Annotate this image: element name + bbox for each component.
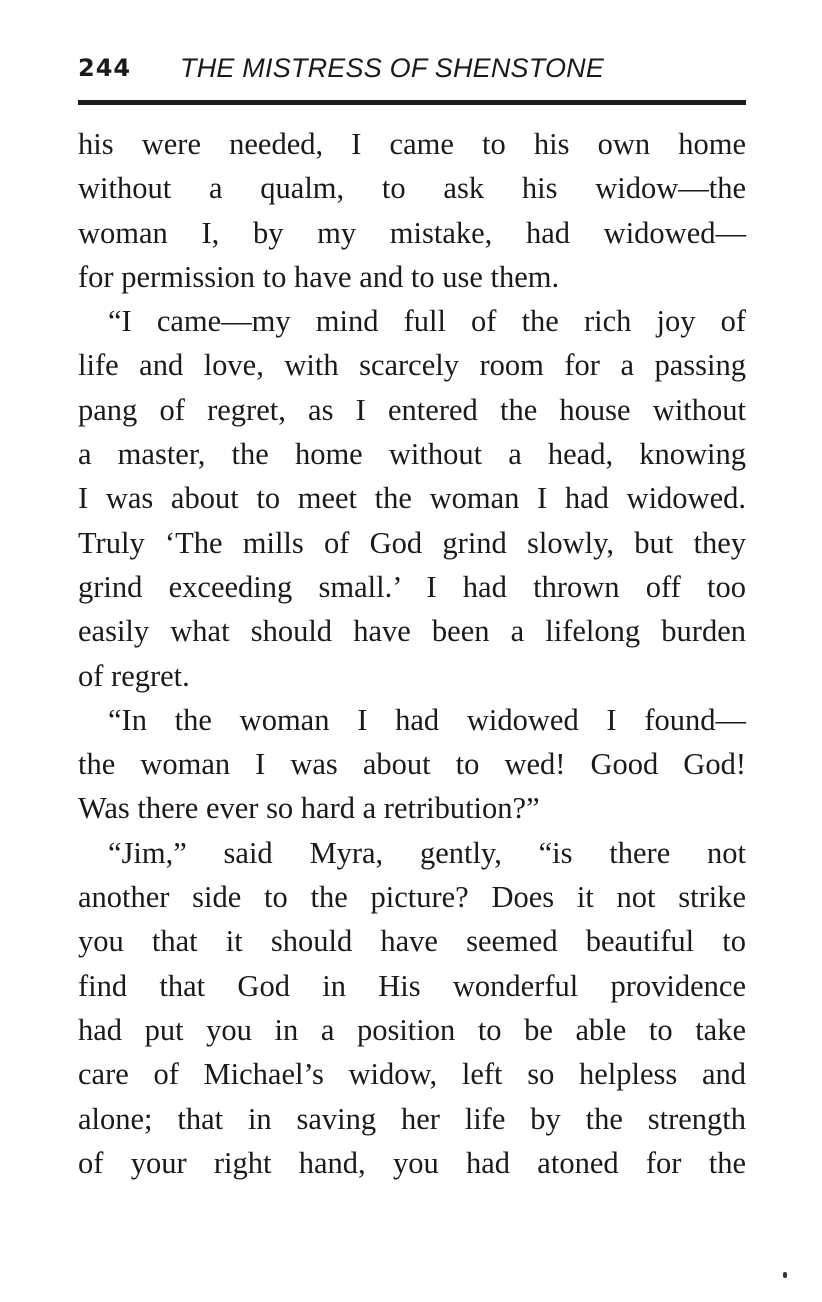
text-line: woman I, by my mistake, had widowed—: [78, 215, 746, 250]
page-header: [78, 50, 746, 90]
text-line: had put you in a position to be able to take: [78, 1012, 746, 1047]
text-line: without a qualm, to ask his widow—the: [78, 171, 746, 206]
text-line: “Jim,” said Myra, gently, “is there not: [108, 835, 746, 870]
text-line: you that it should have seemed beautiful to: [78, 924, 746, 959]
text-line: Truly ‘The mills of God grind slowly, but they: [78, 525, 746, 560]
header-rule: [78, 100, 746, 105]
running-head-title: THE MISTRESS OF SHENSTONE: [180, 53, 605, 83]
scan-speck: [783, 1272, 787, 1278]
text-line: pang of regret, as I entered the house without: [78, 392, 746, 427]
text-line: another side to the picture? Does it not strike: [78, 880, 746, 915]
text-line: grind exceeding small.’ I had thrown off too: [78, 569, 746, 604]
text-line: find that God in His wonderful providence: [78, 968, 746, 1003]
text-line: a master, the home without a head, knowing: [78, 437, 746, 472]
text-line: of your right hand, you had atoned for the: [78, 1145, 746, 1180]
text-line: “In the woman I had widowed I found—: [108, 702, 746, 737]
page-number: 244: [78, 54, 132, 82]
body-text: [78, 122, 746, 1185]
text-line: of regret.: [78, 658, 190, 693]
text-line: “I came—my mind full of the rich joy of: [108, 304, 746, 339]
text-line: alone; that in saving her life by the strength: [78, 1101, 746, 1136]
text-line: care of Michael’s widow, left so helpless and: [78, 1057, 746, 1092]
text-line: for permission to have and to use them.: [78, 259, 560, 294]
text-line: Was there ever so hard a retribution?”: [78, 791, 540, 826]
text-line: the woman I was about to wed! Good God!: [78, 747, 746, 782]
text-line: easily what should have been a lifelong burden: [78, 614, 746, 649]
text-line: his were needed, I came to his own home: [78, 127, 746, 161]
text-line: I was about to meet the woman I had widowed.: [78, 481, 746, 516]
text-line: life and love, with scarcely room for a passing: [78, 348, 746, 383]
